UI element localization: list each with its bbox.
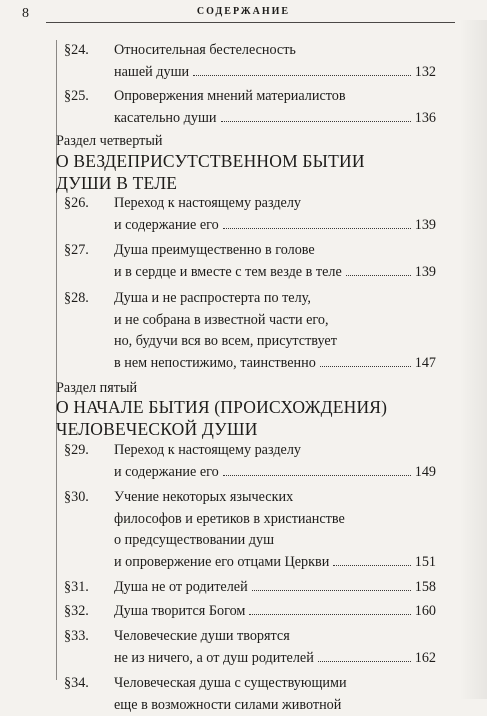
page-reference: 160: [414, 603, 436, 619]
section-title: [56, 396, 387, 440]
section-number: §30.: [64, 489, 89, 505]
entry-title: [114, 288, 436, 374]
entry-title-line: о предсуществовании душ: [114, 532, 274, 548]
section-number: §29.: [64, 442, 89, 458]
entry-title-line: Душа и не распростерта по телу,: [114, 290, 311, 306]
page-reference: 139: [414, 216, 436, 233]
toc-entry: [56, 626, 436, 669]
dot-leader: [223, 475, 411, 476]
toc-entry: [56, 288, 436, 374]
toc-entry: [56, 40, 436, 83]
running-head: СОДЕРЖАНИЕ: [196, 6, 291, 17]
entry-title-line: в нем непостижимо, таинственно: [114, 354, 316, 371]
entry-title: [114, 577, 436, 599]
entry-title: [114, 86, 436, 129]
header-rule: [46, 22, 455, 23]
entry-title: [114, 487, 436, 573]
dot-leader: [223, 228, 411, 229]
dot-leader: [318, 661, 411, 662]
entry-title-line: философов и еретиков в христианстве: [114, 510, 345, 527]
toc-entry: [56, 487, 436, 573]
page-reference: 132: [414, 63, 436, 80]
dot-leader: [333, 565, 410, 566]
toc-entry: [56, 193, 436, 236]
dot-leader: [252, 590, 411, 591]
section-number: §31.: [64, 579, 89, 595]
page-reference: 139: [414, 263, 436, 280]
section-number: §33.: [64, 628, 89, 644]
entry-title-line: касательно души: [114, 109, 217, 126]
entry-title-line: и опровержение его отцами Церкви: [114, 553, 330, 570]
entry-title: [114, 240, 436, 283]
entry-title: [114, 440, 436, 483]
entry-title-line: Переход к настоящему разделу: [114, 195, 302, 211]
dot-leader: [249, 614, 410, 615]
section-label: Раздел четвертый: [56, 133, 163, 149]
entry-title-line: и в сердце и вместе с тем везде в теле: [114, 263, 342, 280]
dot-leader: [346, 275, 411, 276]
section-title: [56, 150, 365, 194]
toc-entry: [56, 601, 436, 623]
dot-leader: [320, 366, 411, 367]
page-reference: 136: [414, 109, 436, 126]
section-title-line: ДУШИ В ТЕЛЕ: [56, 173, 178, 193]
section-label: Раздел пятый: [56, 380, 138, 396]
entry-title-line: и содержание его: [114, 216, 219, 233]
section-number: §32.: [64, 603, 89, 619]
entry-title-line: не из ничего, а от душ родителей: [114, 649, 314, 666]
page-reference: 158: [414, 579, 436, 595]
binding-shadow: [459, 20, 487, 699]
entry-title-line: Душа преимущественно в голове: [114, 242, 315, 258]
page-reference: 162: [414, 649, 436, 666]
entry-title-line: нашей души: [114, 63, 190, 80]
entry-title-line: и содержание его: [114, 463, 219, 480]
entry-title-line: но, будучи вся во всем, присутствует: [114, 333, 337, 349]
entry-title-line: Переход к настоящему разделу: [114, 442, 302, 458]
toc-entry: [56, 240, 436, 283]
toc-entry: [56, 673, 436, 716]
entry-title: [114, 601, 436, 623]
entry-title-line: Человеческая душа с существующими: [114, 675, 347, 691]
entry-title-line: Душа не от родителей: [114, 579, 248, 595]
toc-entry: [56, 577, 436, 599]
section-title-line: ЧЕЛОВЕЧЕСКОЙ ДУШИ: [56, 419, 258, 439]
section-title-line: О ВЕЗДЕПРИСУТСТВЕННОМ БЫТИИ: [56, 151, 365, 171]
dot-leader: [221, 121, 411, 122]
entry-title: [114, 673, 436, 716]
toc-entry: [56, 440, 436, 483]
section-number: §27.: [64, 242, 89, 258]
section-number: §34.: [64, 675, 89, 691]
entry-title-line: Душа творится Богом: [114, 603, 246, 619]
entry-title: [114, 626, 436, 669]
toc-entry: [56, 86, 436, 129]
dot-leader: [193, 75, 411, 76]
section-title-line: О НАЧАЛЕ БЫТИЯ (ПРОИСХОЖДЕНИЯ): [56, 397, 388, 417]
entry-title: [114, 40, 436, 83]
page-reference: 149: [414, 463, 436, 480]
entry-title-line: Опровержения мнений материалистов: [114, 88, 346, 104]
section-number: §26.: [64, 195, 89, 211]
section-number: §28.: [64, 290, 89, 306]
page-reference: 151: [414, 553, 436, 570]
page-number: 8: [22, 6, 29, 21]
entry-title-line: и не собрана в известной части его,: [114, 311, 329, 328]
entry-title-line: Относительная бестелесность: [114, 42, 296, 58]
entry-title: [114, 193, 436, 236]
entry-title-line: еще в возможности силами животной: [114, 696, 342, 713]
section-number: §24.: [64, 42, 89, 58]
entry-title-line: Человеческие души творятся: [114, 628, 290, 644]
section-number: §25.: [64, 88, 89, 104]
entry-title-line: Учение некоторых языческих: [114, 489, 294, 505]
page-reference: 147: [414, 354, 436, 371]
